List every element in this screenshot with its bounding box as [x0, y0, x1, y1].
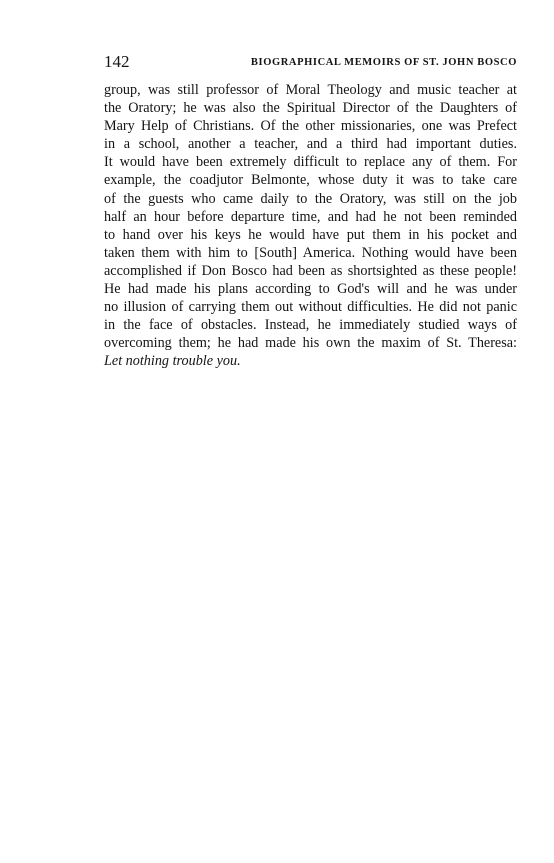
quoted-maxim: Let nothing trouble you.	[104, 353, 241, 370]
text-line: in a school, another a teacher, and a third had important duties.	[104, 136, 517, 153]
text-line: in the face of obstacles. Instead, he immediately studied ways of	[104, 317, 517, 334]
text-line: of the guests who came daily to the Oratory, was still on the job	[104, 190, 517, 207]
text-line: to hand over his keys he would have put them in his pocket and	[104, 226, 517, 243]
text-line: It would have been extremely difficult to replace any of them. For	[104, 154, 517, 171]
text-line: He had made his plans according to God's will and he was under	[104, 281, 517, 298]
page-header	[104, 52, 517, 74]
text-line: the Oratory; he was also the Spiritual Director of the Daughters of	[104, 100, 517, 117]
text-line: group, was still professor of Moral Theology and music teacher at	[104, 82, 517, 98]
text-line: example, the coadjutor Belmonte, whose duty it was to take care	[104, 172, 517, 189]
running-head: BIOGRAPHICAL MEMOIRS OF ST. JOHN BOSCO	[250, 57, 517, 68]
text-line: half an hour before departure time, and had he not been reminded	[104, 208, 517, 225]
text-line: overcoming them; he had made his own the maxim of St. Theresa:	[104, 335, 517, 352]
text-line: Mary Help of Christians. Of the other missionaries, one was Prefect	[104, 118, 517, 135]
page-number: 142	[104, 52, 130, 71]
text-line: no illusion of carrying them out without difficulties. He did not panic	[104, 299, 517, 316]
text-line: accomplished if Don Bosco had been as shortsighted as these people!	[104, 262, 517, 279]
body-paragraph	[104, 81, 517, 371]
text-line: taken them with him to [South] America. Nothing would have been	[104, 244, 517, 261]
